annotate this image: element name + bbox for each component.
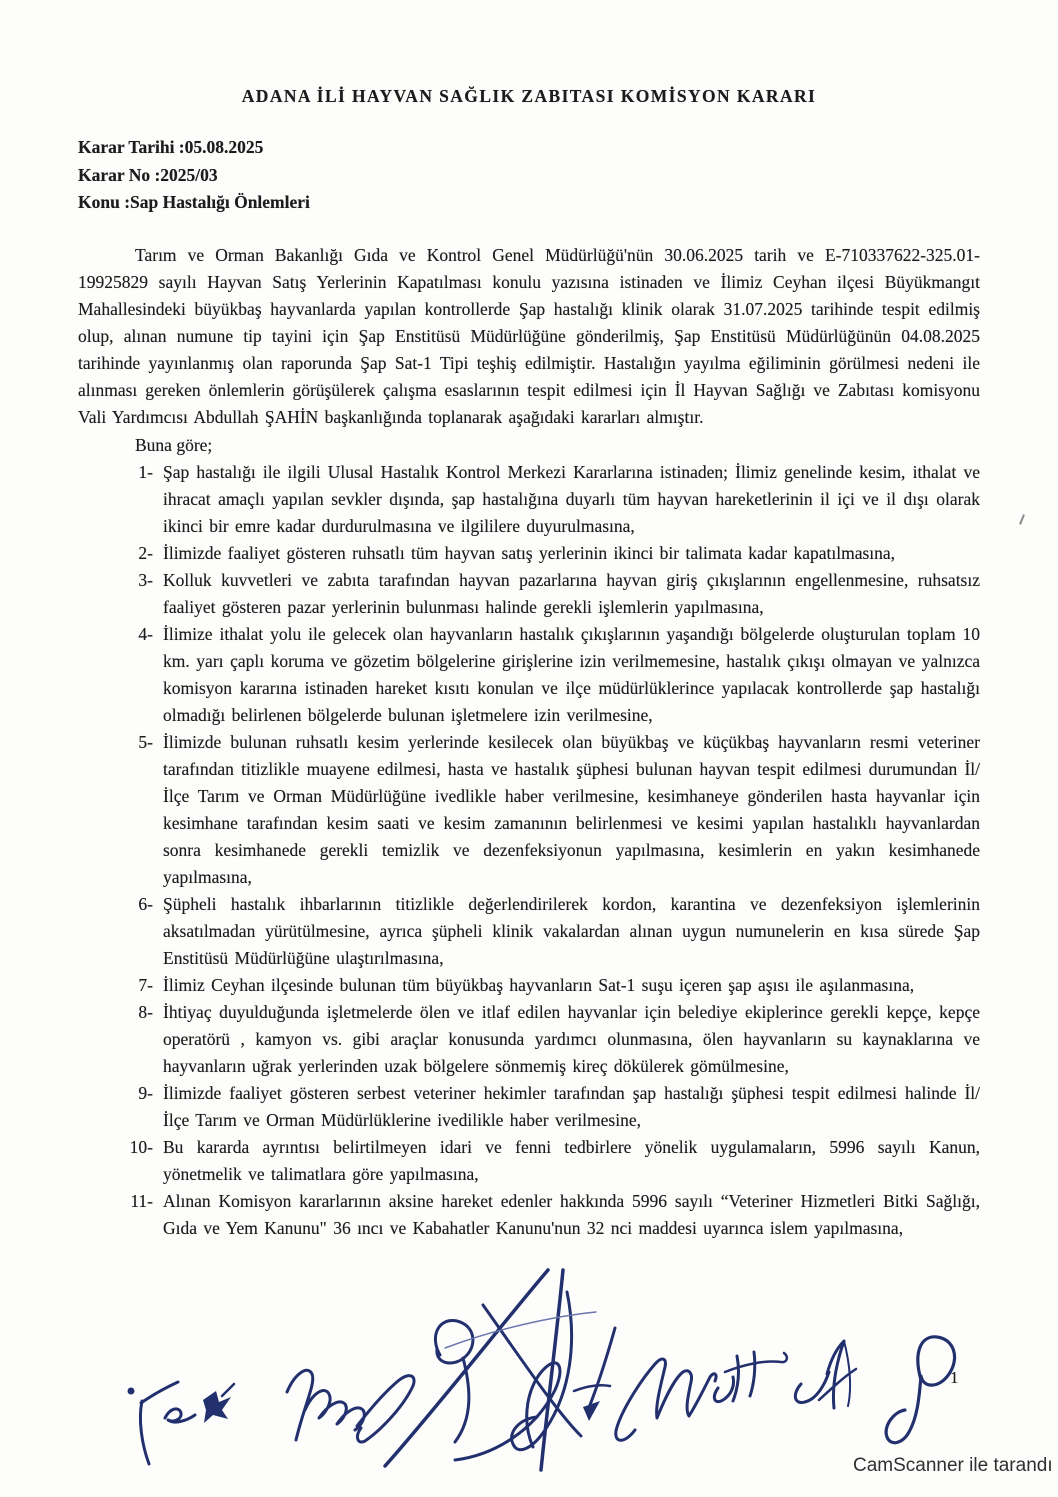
- decision-text: Kolluk kuvvetleri ve zabıta tarafından hayvan pazarlarına hayvan giriş çıkışlarının engellenmesine, ruhsatsız faaliyet gösteren pazar yerlerinin bulunması halinde gerekli işlemlerin yapılmasına,: [163, 569, 980, 617]
- decision-number: 1-: [138, 461, 153, 482]
- decision-number: 5-: [138, 731, 153, 752]
- decision-text: İlimizde faaliyet gösteren ruhsatlı tüm hayvan satış yerlerinin ikinci bir talimata kadar kapatılmasına,: [163, 542, 896, 563]
- decision-date-line: Karar Tarihi :05.08.2025: [78, 137, 264, 157]
- decision-number: 3-: [138, 569, 153, 590]
- intro-paragraph: Tarım ve Orman Bakanlığı Gıda ve Kontrol Genel Müdürlüğü'nün 30.06.2025 tarih ve E-710337622-325.01-19925829 sayılı Hayvan Satış Yerlerinin Kapatılması konulu yazısına istinaden ve İlimiz Ceyhan ilçesi Büyükmangıt Mahallesindeki büyükbaş hayvanlarda yapılan kontrollerde Şap hastalığı klinik olarak 31.07.2025 tarihinde tespit edilmiş olup, alınan numune tip tayini için Şap Enstitüsü Müdürlüğüne gönderilmiş, Şap Enstitüsü Müdürlüğünün 04.08.2025 tarihinde yayınlanmış olan raporunda Şap Sat-1 Tipi teşhiş edilmiştir. Hastalığın yayılma eğiliminin görülmesi nedeni ile alınması gereken önlemlerin görüşülerek çalışma esaslarının tespit edilmesi için İl Hayvan Sağlığı ve Zabıtası komisyonu Vali Yardımcısı Abdullah ŞAHİN başkanlığında toplanarak aşağıdaki kararları almıştır.: [78, 244, 980, 427]
- decision-text: İlimiz Ceyhan ilçesinde bulunan tüm büyükbaş hayvanların Sat-1 suşu içeren şap aşısı ile aşılanmasına,: [163, 974, 915, 995]
- decision-item-4: [105, 621, 980, 729]
- decision-item-1: [105, 459, 980, 540]
- decision-text: Şap hastalığı ile ilgili Ulusal Hastalık Kontrol Merkezi Kararlarına istinaden; İlimiz genelinde kesim, ithalat ve ihracat amaçlı yapılan sevkler dışında, şap hastalığına duyarlı tüm hayvan hareketlerinin il içi ve il dışı olarak ikinci bir emre kadar durdurulmasına ve ilgililere duyurulmasına,: [163, 461, 980, 536]
- decision-number: 7-: [138, 974, 153, 995]
- decision-text: İlimize ithalat yolu ile gelecek olan hayvanların hastalık çıkışlarının yaşandığı bölgelerde oluşturulan toplam 10 km. yarı çaplı koruma ve gözetim bölgelerine girişlerine izin verilmemesine, hastalık çıkışı olmayan ve yalnızca komisyon kararına istinaden hareket kısıtı konulan ve ilçe müdürlüklerince yapılacak kontrollerde şap hastalığı olmadığı belirlenen bölgelerde bulunan işletmelere izin verilmesine,: [163, 623, 980, 725]
- decision-number-line: Karar No :2025/03: [78, 164, 218, 185]
- decision-number: 6-: [138, 893, 153, 914]
- decision-item-3: [105, 567, 980, 621]
- decision-item-2: [105, 540, 980, 567]
- decision-number: 2-: [138, 542, 153, 563]
- decision-item-10: [105, 1134, 980, 1188]
- decision-item-11: [105, 1188, 980, 1242]
- decision-number: 10-: [129, 1136, 153, 1157]
- decision-item-7: [105, 972, 980, 999]
- decision-number: 8-: [138, 1001, 153, 1022]
- decision-text: Alınan Komisyon kararlarının aksine hareket edenler hakkında 5996 sayılı “Veteriner Hizmetleri Bitki Sağlığı, Gıda ve Yem Kanunu" 36 ıncı ve Kabahatler Kanunu'nun 32 nci maddesi uyarınca islem yapılmasına,: [163, 1190, 980, 1238]
- decision-number: 11-: [130, 1190, 153, 1211]
- decision-item-8: [105, 999, 980, 1080]
- decision-text: Bu kararda ayrıntısı belirtilmeyen idari ve fenni tedbirlere yönelik uygulamaların, 5996 sayılı Kanun, yönetmelik ve talimatlara göre yapılmasına,: [163, 1136, 980, 1184]
- camscanner-watermark: CamScanner ile tarandı: [853, 1455, 1053, 1476]
- decision-meta-block: [78, 134, 1058, 217]
- scan-artifact-mark: [1019, 514, 1025, 525]
- decision-text: İlimizde bulunan ruhsatlı kesim yerlerinde kesilecek olan büyükbaş ve küçükbaş hayvanların resmi veteriner tarafından titizlikle muayene edilmesi, hasta ve hastalık şüphesi bulunan hayvan tespit edilmesi durumundan İl/İlçe Tarım ve Orman Müdürlüğüne ivedlikle haber verilmesine, kesimhaneye gönderilen hasta hayvanlar için kesimhane tarafından kesim saati ve kesim zamanının belirlenmesi ve kesimi yapılan hastalıklı hayvanlardan sonra kesimhanede gerekli temizlik ve dezenfeksiyonun yapılmasına, kesimlerin en yakın kesimhanede yapılmasına,: [163, 731, 980, 887]
- document-title: ADANA İLİ HAYVAN SAĞLIK ZABITASI KOMİSYON KARARI: [241, 86, 817, 106]
- decision-subject-line: Konu :Sap Hastalığı Önlemleri: [78, 192, 310, 212]
- list-lead: Buna göre;: [135, 434, 213, 455]
- decision-text: İhtiyaç duyulduğunda işletmelerde ölen ve itlaf edilen hayvanlar için belediye ekiplerince gerekli kepçe, kepçe operatörü , kamyon vs. gibi araçlar konusunda yardımcı olunmasına, ölen hayvanların su kaynaklarına ve hayvanların uğrak yerlerinden uzak bölgelere sönmemiş kireç dökülerek gömülmesine,: [163, 1001, 980, 1076]
- decision-item-9: [105, 1080, 980, 1134]
- decision-number: 4-: [138, 623, 153, 644]
- decision-item-5: [105, 729, 980, 891]
- handwritten-signatures: [75, 1260, 975, 1495]
- page-number: 1: [950, 1368, 959, 1387]
- decision-item-6: [105, 891, 980, 972]
- decision-text: Şüpheli hastalık ihbarlarının titizlikle değerlendirilerek kordon, karantina ve dezenfeksiyon işlemlerinin aksatılmadan yürütülmesine, ayrıca şüpheli klinik vakalardan alınan uygun numunelerin en kısa sürede Şap Enstitüsü Müdürlüğüne ulaştırılmasına,: [163, 893, 980, 968]
- decision-number: 9-: [138, 1082, 153, 1103]
- decision-text: İlimizde faaliyet gösteren serbest veteriner hekimler tarafından şap hastalığı şüphesi tespit edilmesi halinde İl/İlçe Tarım ve Orman Müdürlüklerine ivedilikle haber verilmesine,: [163, 1082, 980, 1130]
- decision-list: [105, 459, 980, 1242]
